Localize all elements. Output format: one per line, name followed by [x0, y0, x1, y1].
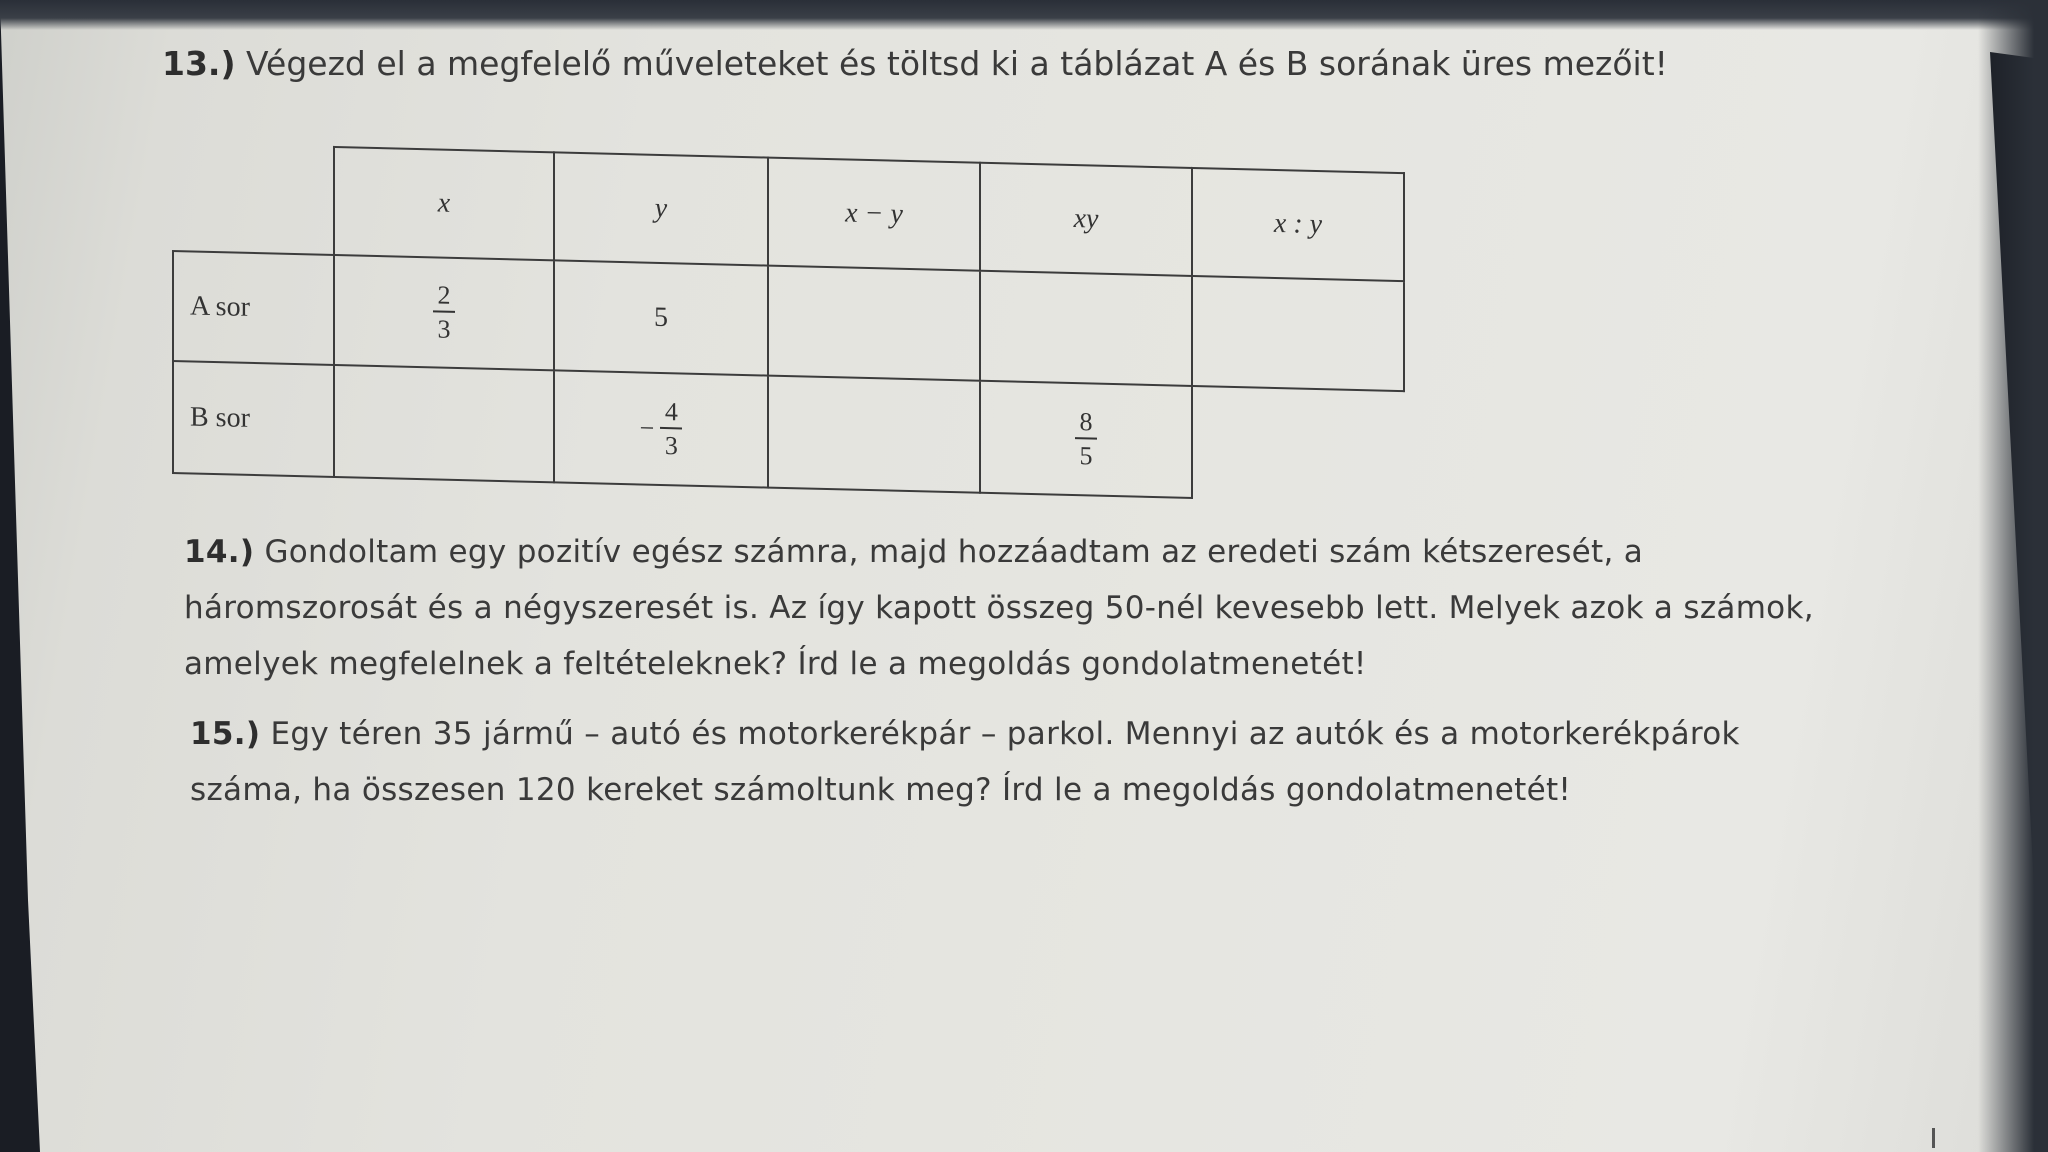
question-15-line-2: száma, ha összesen 120 kereket számoltunk meg? Írd le a megoldás gondolatmenetét!: [190, 772, 1572, 808]
row-a-y-cell: 5: [554, 260, 768, 375]
row-a-x-numerator: 2: [437, 280, 451, 310]
question-13-text: Végezd el a megfelelő műveleteket és töltsd ki a táblázat A és B sorának üres mezőit!: [235, 44, 1668, 83]
header-x-div-y: x : y: [1192, 168, 1404, 281]
question-15-number: 15.): [190, 716, 261, 752]
operations-table-wrap: [172, 142, 1408, 524]
row-a-x-minus-y-cell: [768, 266, 980, 381]
row-a-x-denominator: 3: [437, 314, 451, 344]
row-b-xy-denominator: 5: [1079, 441, 1093, 471]
question-14-text-1: Gondoltam egy pozitív egész számra, majd hozzáadtam az eredeti szám kétszeresét, a: [254, 534, 1644, 570]
row-b-xy-fraction: [1075, 409, 1097, 470]
row-b-xy-numerator: 8: [1079, 407, 1093, 437]
monitor-top-edge: [0, 0, 2048, 30]
row-a-x-cell: [334, 255, 554, 370]
question-15-line-1: [190, 716, 1740, 752]
row-b-y-sign: −: [639, 413, 655, 443]
question-13: [162, 44, 1668, 83]
row-b-label: B sor: [173, 361, 334, 477]
operations-table: [172, 142, 1405, 504]
row-b-y-denominator: 3: [664, 431, 678, 461]
row-b-xy-cell: [980, 381, 1192, 498]
row-b-x-minus-y-cell: [768, 376, 980, 493]
row-b-y-fraction: [660, 399, 682, 460]
row-a-xy-cell: [980, 271, 1192, 386]
row-b-x-div-y-cell: [1192, 386, 1404, 503]
table-corner-cell: [173, 143, 334, 255]
question-13-number: 13.): [162, 44, 236, 83]
row-a-label: A sor: [173, 251, 334, 365]
question-14-number: 14.): [184, 534, 255, 570]
row-a-x-div-y-cell: [1192, 276, 1404, 391]
question-14-line-2: háromszorosát és a négyszeresét is. Az így kapott összeg 50-nél kevesebb lett. Melyek azok a számok,: [184, 590, 1814, 626]
row-a-x-fraction: [433, 282, 455, 343]
question-14-line-3: amelyek megfelelnek a feltételeknek? Írd le a megoldás gondolatmenetét!: [184, 646, 1367, 682]
row-b-y-cell: [554, 370, 768, 487]
header-x-minus-y: x − y: [768, 158, 980, 271]
monitor-right-edge: [1978, 0, 2048, 1152]
header-y: y: [554, 152, 768, 265]
header-xy: xy: [980, 163, 1192, 276]
text-cursor-icon: [1932, 1128, 1935, 1148]
header-x: x: [334, 147, 554, 260]
question-14-line-1: [184, 534, 1643, 570]
question-15-text-1: Egy téren 35 jármű – autó és motorkerékpár – parkol. Mennyi az autók és a motorkerékpárok: [260, 716, 1740, 752]
row-b-y-numerator: 4: [664, 397, 678, 427]
row-b-x-cell: [334, 365, 554, 482]
